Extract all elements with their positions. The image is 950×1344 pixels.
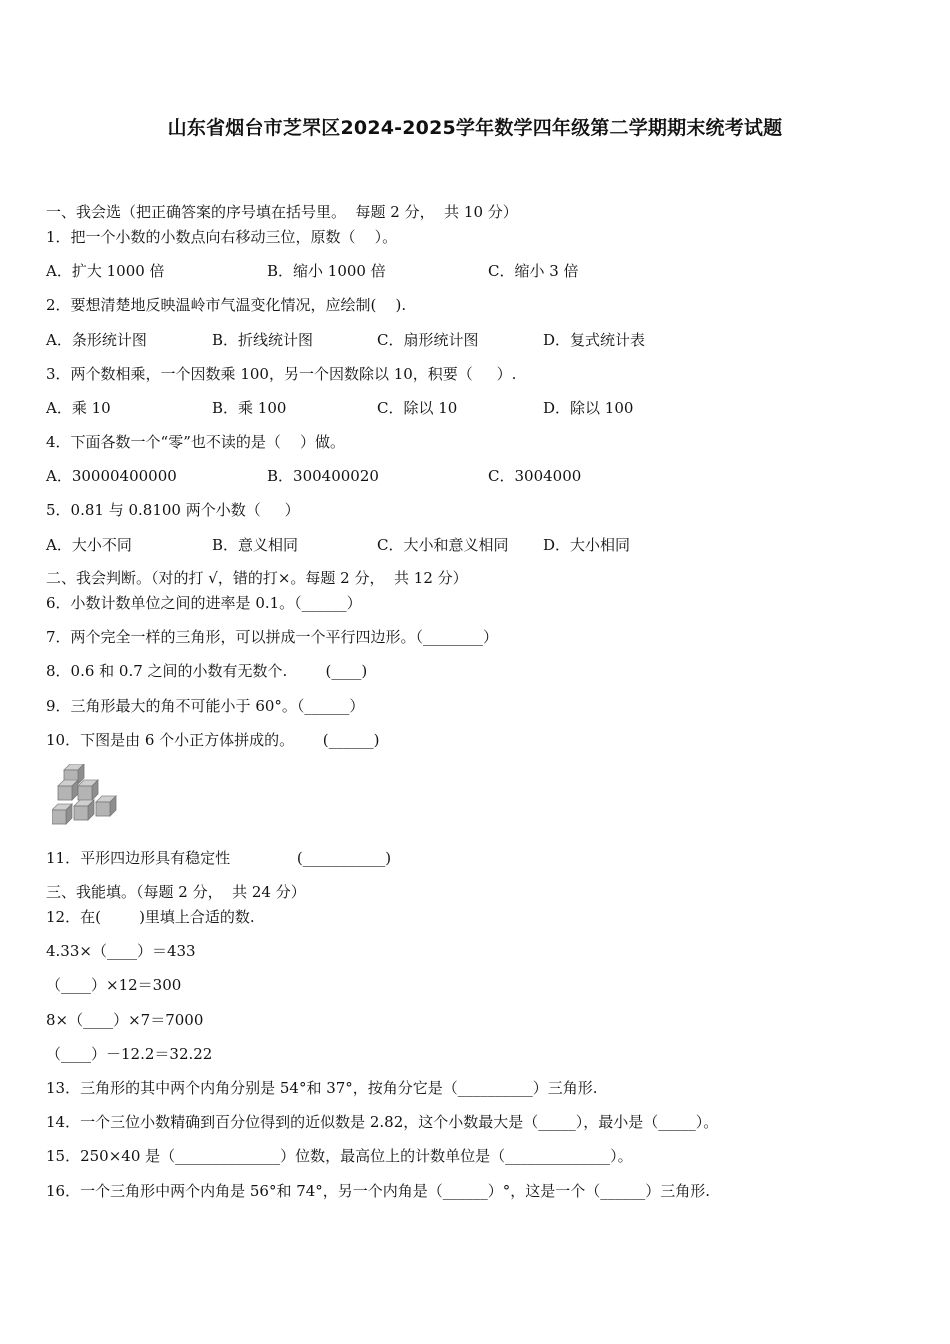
- page-title: 山东省烟台市芝罘区2024-2025学年数学四年级第二学期期末统考试题: [167, 117, 783, 139]
- q5-option-c: C．大小和意义相同: [377, 536, 509, 554]
- question-9: 9．三角形最大的角不可能小于 60°。（______）: [46, 697, 365, 715]
- question-4: 4．下面各数一个“零”也不读的是（ ）做。: [46, 433, 345, 451]
- q3-option-d: D．除以 100: [543, 399, 634, 417]
- q5-option-b: B．意义相同: [212, 536, 299, 554]
- question-8: 8．0.6 和 0.7 之间的小数有无数个. (____): [46, 662, 368, 680]
- q12-item-1: 4.33×（____）＝433: [46, 942, 196, 960]
- question-7: 7．两个完全一样的三角形，可以拼成一个平行四边形。（________）: [46, 628, 499, 646]
- question-13: 13．三角形的其中两个内角分别是 54°和 37°，按角分它是（__________）三角形.: [46, 1079, 598, 1097]
- question-1: 1．把一个小数的小数点向右移动三位，原数（ ）。: [46, 228, 398, 246]
- q5-option-d: D．大小相同: [543, 536, 631, 554]
- q2-option-b: B．折线统计图: [212, 331, 314, 349]
- q12-item-3: 8×（____）×7＝7000: [46, 1011, 204, 1029]
- q4-option-a: A．30000400000: [46, 467, 177, 485]
- q3-option-c: C．除以 10: [377, 399, 458, 417]
- q4-option-c: C．3004000: [488, 467, 582, 485]
- section-2-heading: 二、我会判断。（对的打 √，错的打×。每题 2 分， 共 12 分）: [46, 569, 468, 587]
- q2-option-c: C．扇形统计图: [377, 331, 479, 349]
- question-3: 3．两个数相乘，一个因数乘 100，另一个因数除以 10，积要（ ）.: [46, 365, 517, 383]
- q5-option-a: A．大小不同: [46, 536, 132, 554]
- q2-option-a: A．条形统计图: [46, 331, 147, 349]
- question-2: 2．要想清楚地反映温岭市气温变化情况，应绘制( ).: [46, 296, 407, 314]
- question-15: 15．250×40 是（______________）位数，最高位上的计数单位是（______________）。: [46, 1147, 633, 1165]
- question-14: 14．一个三位小数精确到百分位得到的近似数是 2.82，这个小数最大是（_____），最小是（_____）。: [46, 1113, 719, 1131]
- section-1-heading: 一、我会选（把正确答案的序号填在括号里。 每题 2 分， 共 10 分）: [46, 203, 518, 221]
- question-10: 10．下图是由 6 个小正方体拼成的。 (______): [46, 731, 380, 749]
- question-12: 12．在( )里填上合适的数.: [46, 908, 255, 926]
- q3-option-a: A．乘 10: [46, 399, 111, 417]
- q12-item-4: （____）－12.2＝32.22: [46, 1045, 213, 1063]
- q1-option-a: A．扩大 1000 倍: [46, 262, 165, 280]
- question-5: 5．0.81 与 0.8100 两个小数（ ）: [46, 501, 300, 519]
- q1-option-b: B．缩小 1000 倍: [267, 262, 386, 280]
- question-11: 11．平形四边形具有稳定性 (___________): [46, 849, 392, 867]
- q2-option-d: D．复式统计表: [543, 331, 646, 349]
- q4-option-b: B．300400020: [267, 467, 379, 485]
- question-6: 6．小数计数单位之间的进率是 0.1。（______）: [46, 594, 362, 612]
- question-16: 16．一个三角形中两个内角是 56°和 74°，另一个内角是（______）°，这是一个（______）三角形.: [46, 1182, 711, 1200]
- q3-option-b: B．乘 100: [212, 399, 287, 417]
- q12-item-2: （____）×12＝300: [46, 976, 182, 994]
- cube-stack-figure: [52, 764, 118, 828]
- q1-option-c: C．缩小 3 倍: [488, 262, 579, 280]
- section-3-heading: 三、我能填。（每题 2 分， 共 24 分）: [46, 883, 306, 901]
